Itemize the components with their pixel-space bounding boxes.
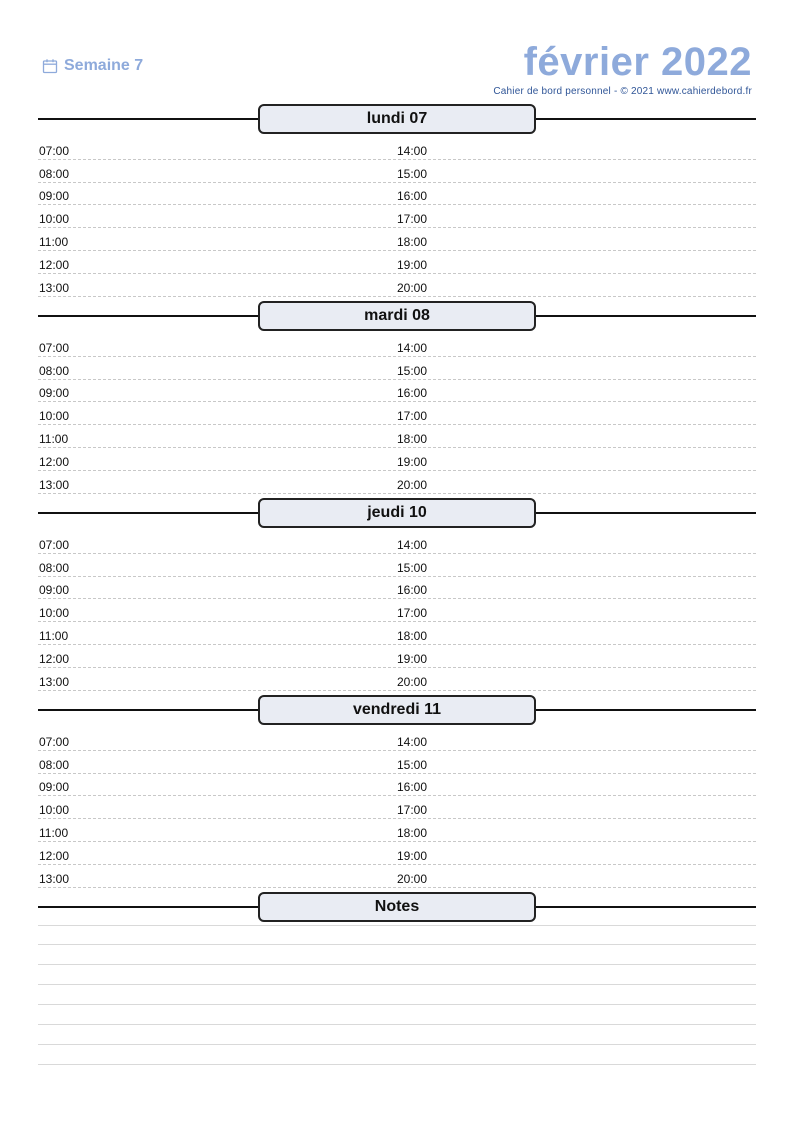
- time-label: 11:00: [39, 825, 69, 840]
- day-header: [38, 694, 756, 724]
- time-label: 19:00: [397, 454, 428, 469]
- time-label: 16:00: [397, 189, 428, 204]
- time-slot-row[interactable]: [38, 554, 756, 577]
- day-header: [38, 497, 756, 527]
- day-slots: [38, 137, 756, 297]
- time-label: 08:00: [39, 363, 70, 378]
- time-slot-row[interactable]: [38, 599, 756, 622]
- time-slot-row[interactable]: [38, 842, 756, 865]
- time-label: 18:00: [397, 234, 428, 249]
- time-label: 10:00: [39, 803, 70, 818]
- time-label: 18:00: [397, 431, 428, 446]
- time-label: 15:00: [397, 363, 428, 378]
- notes-header: [38, 891, 756, 921]
- time-label: 16:00: [397, 583, 428, 598]
- notes-label: Notes: [258, 892, 536, 922]
- time-label: 19:00: [397, 848, 428, 863]
- time-label: 14:00: [397, 143, 428, 158]
- time-label: 09:00: [39, 780, 70, 795]
- time-label: 20:00: [397, 871, 428, 886]
- time-label: 09:00: [39, 386, 70, 401]
- time-label: 12:00: [39, 257, 70, 272]
- note-line[interactable]: [38, 925, 756, 945]
- time-slot-row[interactable]: [38, 205, 756, 228]
- time-slot-row[interactable]: [38, 160, 756, 183]
- time-slot-row[interactable]: [38, 774, 756, 797]
- time-label: 13:00: [39, 871, 70, 886]
- time-label: 18:00: [397, 825, 428, 840]
- time-slot-row[interactable]: [38, 728, 756, 751]
- time-label: 20:00: [397, 477, 428, 492]
- note-line[interactable]: [38, 985, 756, 1005]
- time-label: 09:00: [39, 189, 70, 204]
- day-label: lundi 07: [258, 104, 536, 134]
- note-line[interactable]: [38, 1045, 756, 1065]
- time-label: 19:00: [397, 651, 428, 666]
- time-label: 07:00: [39, 340, 70, 355]
- time-slot-row[interactable]: [38, 819, 756, 842]
- time-slot-row[interactable]: [38, 228, 756, 251]
- time-label: 11:00: [39, 431, 69, 446]
- time-label: 20:00: [397, 280, 428, 295]
- time-slot-row[interactable]: [38, 471, 756, 494]
- time-slot-row[interactable]: [38, 402, 756, 425]
- time-slot-row[interactable]: [38, 622, 756, 645]
- time-label: 07:00: [39, 143, 70, 158]
- time-label: 12:00: [39, 651, 70, 666]
- time-label: 10:00: [39, 212, 70, 227]
- day-label: mardi 08: [258, 301, 536, 331]
- time-label: 17:00: [397, 606, 428, 621]
- time-label: 15:00: [397, 560, 428, 575]
- time-label: 07:00: [39, 734, 70, 749]
- time-label: 10:00: [39, 409, 70, 424]
- day-slots: [38, 728, 756, 888]
- time-slot-row[interactable]: [38, 251, 756, 274]
- day-header: [38, 300, 756, 330]
- day-label: vendredi 11: [258, 695, 536, 725]
- time-label: 09:00: [39, 583, 70, 598]
- time-label: 15:00: [397, 166, 428, 181]
- time-slot-row[interactable]: [38, 183, 756, 206]
- time-slot-row[interactable]: [38, 274, 756, 297]
- week-indicator: [42, 57, 143, 75]
- note-line[interactable]: [38, 1005, 756, 1025]
- day-label: jeudi 10: [258, 498, 536, 528]
- time-label: 17:00: [397, 212, 428, 227]
- note-line[interactable]: [38, 945, 756, 965]
- time-label: 20:00: [397, 674, 428, 689]
- time-label: 11:00: [39, 628, 69, 643]
- time-slot-row[interactable]: [38, 357, 756, 380]
- time-slot-row[interactable]: [38, 751, 756, 774]
- time-slot-row[interactable]: [38, 425, 756, 448]
- time-slot-row[interactable]: [38, 645, 756, 668]
- time-label: 14:00: [397, 734, 428, 749]
- time-slot-row[interactable]: [38, 796, 756, 819]
- time-slot-row[interactable]: [38, 137, 756, 160]
- time-label: 19:00: [397, 257, 428, 272]
- time-slot-row[interactable]: [38, 577, 756, 600]
- time-label: 12:00: [39, 848, 70, 863]
- time-label: 14:00: [397, 537, 428, 552]
- note-line[interactable]: [38, 1025, 756, 1045]
- calendar-icon: [42, 58, 58, 74]
- time-label: 11:00: [39, 234, 69, 249]
- time-label: 14:00: [397, 340, 428, 355]
- day-header: [38, 103, 756, 133]
- time-label: 17:00: [397, 803, 428, 818]
- time-label: 16:00: [397, 780, 428, 795]
- time-slot-row[interactable]: [38, 380, 756, 403]
- time-slot-row[interactable]: [38, 334, 756, 357]
- time-label: 08:00: [39, 757, 70, 772]
- time-label: 07:00: [39, 537, 70, 552]
- day-slots: [38, 334, 756, 494]
- time-label: 17:00: [397, 409, 428, 424]
- credit-text: Cahier de bord personnel - © 2021 www.cahierdebord.fr: [493, 86, 752, 97]
- week-label: Semaine 7: [64, 57, 144, 74]
- time-label: 13:00: [39, 280, 70, 295]
- time-label: 13:00: [39, 674, 70, 689]
- time-slot-row[interactable]: [38, 865, 756, 888]
- time-label: 08:00: [39, 166, 70, 181]
- time-label: 18:00: [397, 628, 428, 643]
- time-label: 13:00: [39, 477, 70, 492]
- day-slots: [38, 531, 756, 691]
- time-slot-row[interactable]: [38, 448, 756, 471]
- month-title: février 2022: [523, 40, 752, 84]
- time-label: 16:00: [397, 386, 428, 401]
- time-slot-row[interactable]: [38, 531, 756, 554]
- notes-area[interactable]: [38, 925, 756, 1065]
- time-label: 15:00: [397, 757, 428, 772]
- time-label: 08:00: [39, 560, 70, 575]
- time-label: 12:00: [39, 454, 70, 469]
- note-line[interactable]: [38, 965, 756, 985]
- time-label: 10:00: [39, 606, 70, 621]
- time-slot-row[interactable]: [38, 668, 756, 691]
